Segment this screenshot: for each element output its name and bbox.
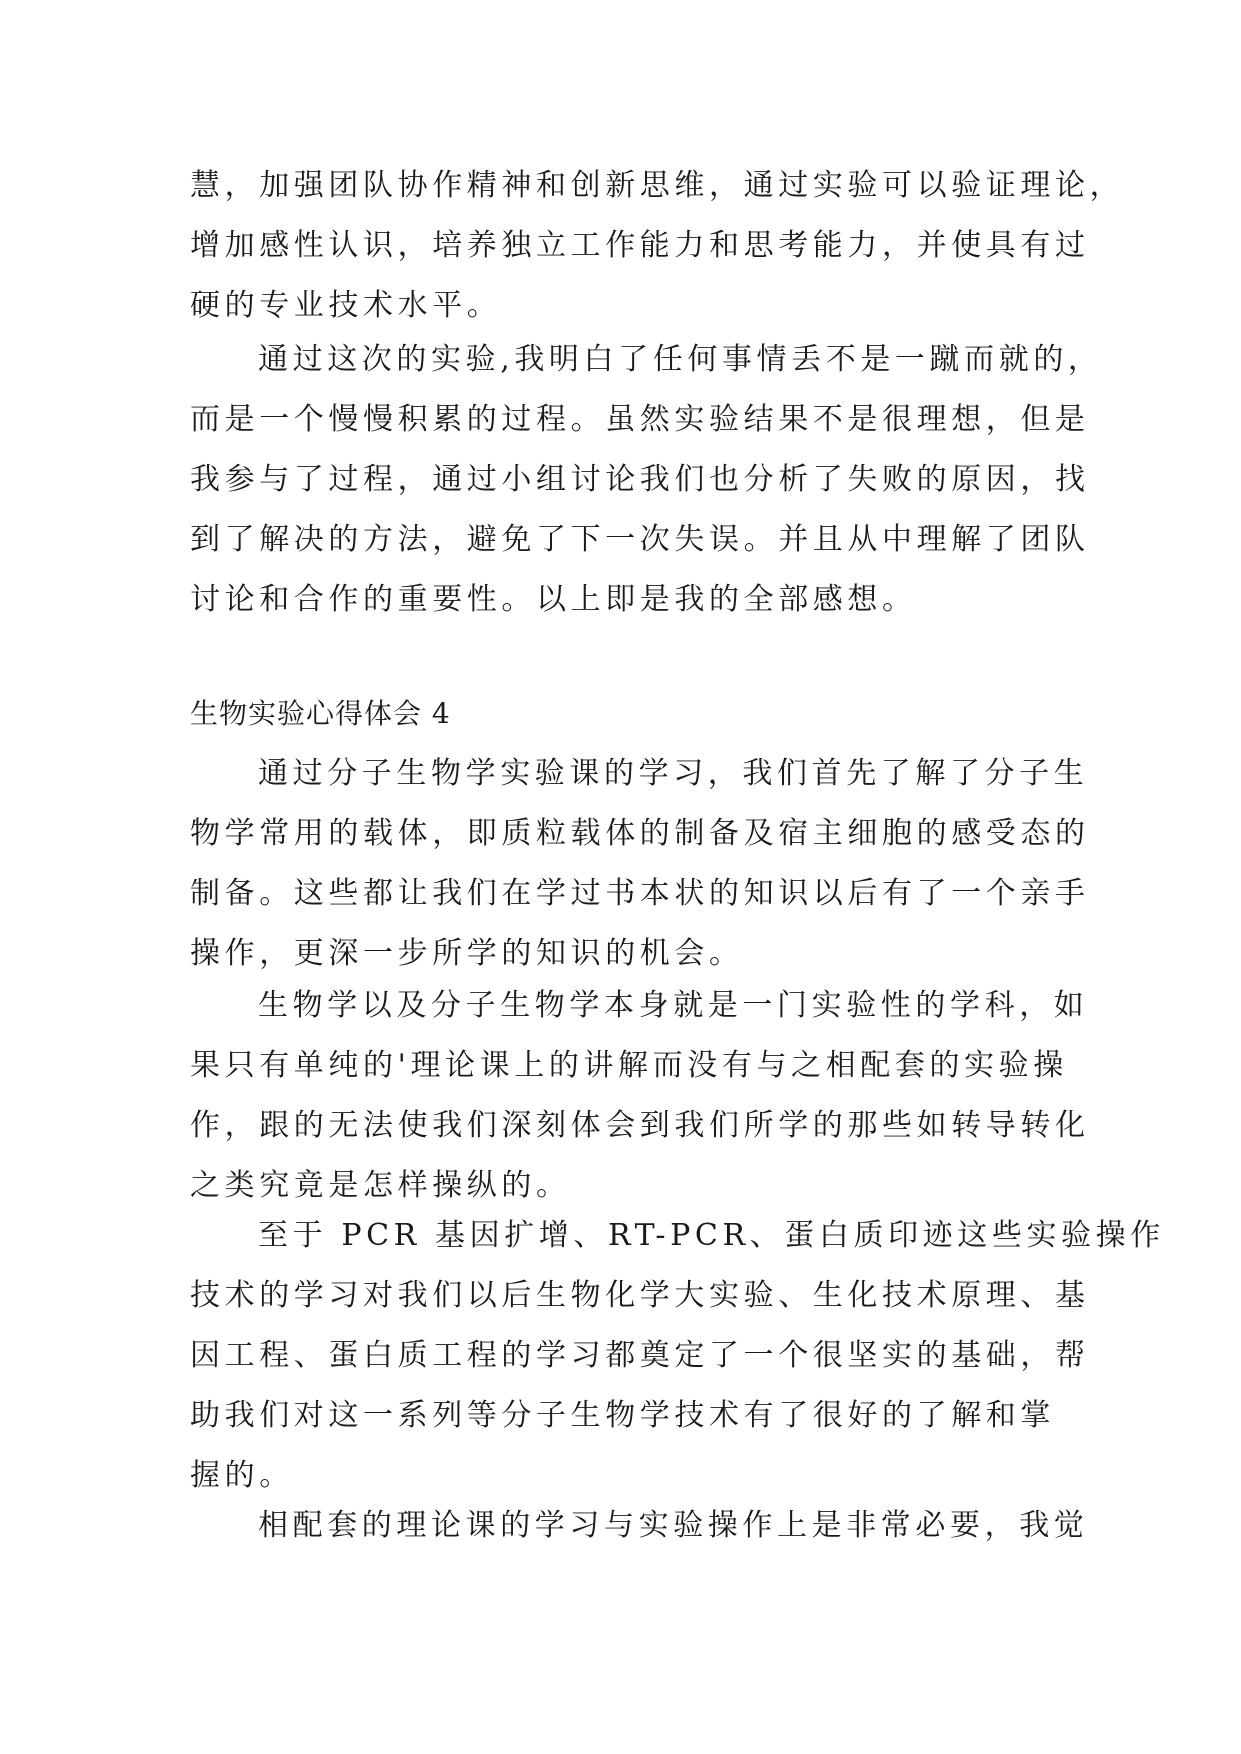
paragraph-4 [190,976,1090,1216]
paragraph-line: 制备。这些都让我们在学过书本状的知识以后有了一个亲手 [190,876,1090,911]
paragraph-line: 生物学以及分子生物学本身就是一门实验性的学科，如 [258,988,1089,1023]
paragraph-line: 至于 PCR 基因扩增、RT-PCR、蛋白质印迹这些实验操作 [258,1218,1165,1253]
paragraph-line: 讨论和合作的重要性。以上即是我的全部感想。 [190,582,917,617]
paragraph-line: 相配套的理论课的学习与实验操作上是非常必要，我觉 [258,1508,1089,1543]
paragraph-line: 而是一个慢慢积累的过程。虽然实验结果不是很理想，但是 [190,402,1090,437]
paragraph-line: 之类究竟是怎样操纵的。 [190,1168,571,1203]
paragraph-line: 慧，加强团队协作精神和创新思维，通过实验可以验证理论， [190,168,1125,203]
paragraph-3 [190,744,1090,984]
paragraph-5 [190,1206,1165,1506]
paragraph-line: 通过分子生物学实验课的学习，我们首先了解了分子生 [258,756,1089,791]
paragraph-line: 握的。 [190,1458,294,1493]
paragraph-line: 操作，更深一步所学的知识的机会。 [190,936,744,971]
paragraph-2 [190,330,1103,630]
paragraph-line: 通过这次的实验,我明白了任何事情丢不是一蹴而就的， [258,342,1103,377]
paragraph-line: 作，跟的无法使我们深刻体会到我们所学的那些如转导转化 [190,1108,1090,1143]
paragraph-line: 助我们对这一系列等分子生物学技术有了很好的了解和掌 [190,1398,1055,1433]
paragraph-line: 物学常用的载体，即质粒载体的制备及宿主细胞的感受态的 [190,816,1090,851]
paragraph-line: 到了解决的方法，避免了下一次失误。并且从中理解了团队 [190,522,1090,557]
paragraph-line: 技术的学习对我们以后生物化学大实验、生化技术原理、基 [190,1278,1090,1313]
paragraph-line: 我参与了过程，通过小组讨论我们也分析了失败的原因，找 [190,462,1090,497]
paragraph-line: 果只有单纯的'理论课上的讲解而没有与之相配套的实验操 [190,1048,1068,1083]
paragraph-line: 因工程、蛋白质工程的学习都奠定了一个很坚实的基础，帮 [190,1338,1090,1373]
paragraph-6 [190,1496,1089,1556]
paragraph-line: 增加感性认识，培养独立工作能力和思考能力，并使具有过 [190,228,1090,263]
paragraph-line: 硬的专业技术水平。 [190,288,502,323]
section-heading: 生物实验心得体会 4 [190,697,451,730]
paragraph-1 [190,156,1125,336]
